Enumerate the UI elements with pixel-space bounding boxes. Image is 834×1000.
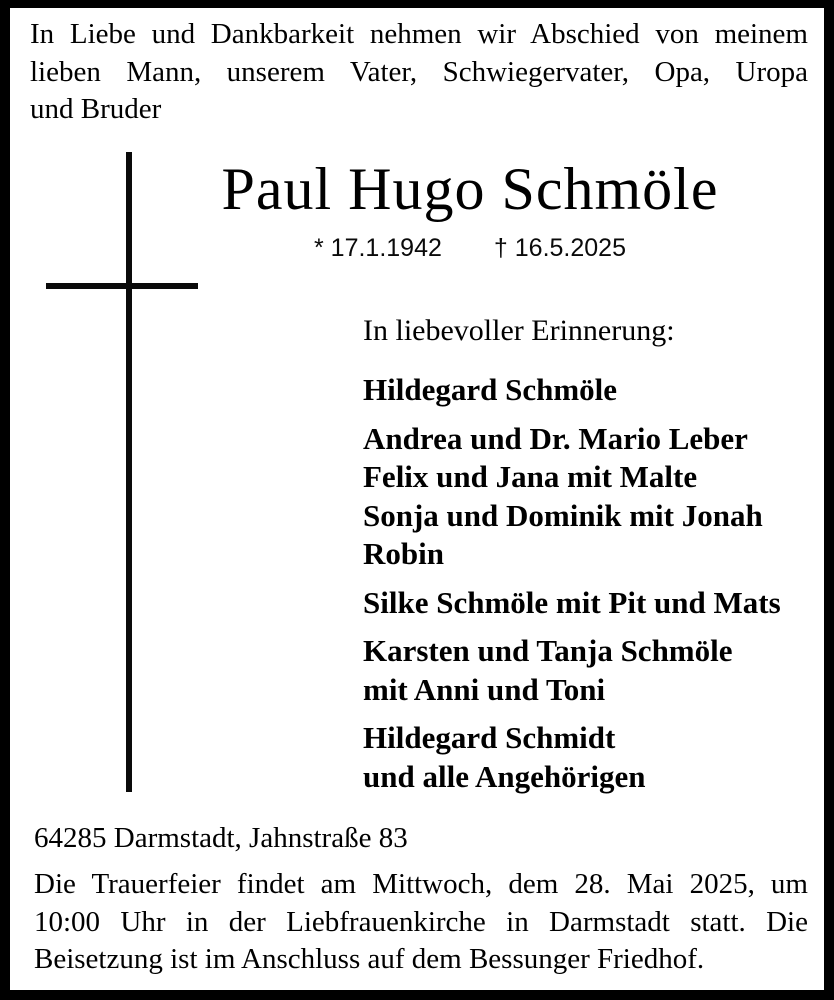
text-line: 10:00 Uhr in der Liebfrauenkirche in Darmstadt statt. Die: [34, 905, 808, 938]
mourner-line: Karsten und Tanja Schmöle: [363, 633, 733, 668]
mourner-group: [363, 632, 813, 709]
intro-text: [30, 16, 808, 129]
funeral-details: [34, 866, 808, 979]
text-line: Die Trauerfeier findet am Mittwoch, dem 28. Mai 2025, um: [34, 868, 808, 900]
text-line: Beisetzung ist im Anschluss auf dem Bessunger Friedhof.: [34, 943, 705, 975]
death-date: † 16.5.2025: [493, 234, 626, 262]
address-line: 64285 Darmstadt, Jahnstraße 83: [34, 822, 408, 854]
mourner-line: Sonja und Dominik mit Jonah: [363, 497, 763, 533]
deceased-name: Paul Hugo Schmöle: [221, 156, 719, 222]
text-line: In Liebe und Dankbarkeit nehmen wir Abschied von meinem: [30, 18, 808, 50]
mourner-line: Felix und Jana mit Malte: [363, 459, 698, 494]
mourner-line: Hildegard Schmidt: [363, 720, 616, 755]
mourner-group: [363, 371, 813, 410]
mourner-line: Andrea und Dr. Mario Leber: [363, 420, 748, 456]
text-line: und Bruder: [30, 93, 162, 125]
mourner-line: Robin: [363, 536, 444, 571]
memorial-section: [363, 312, 813, 806]
mourner-line: und alle Angehörigen: [363, 758, 646, 794]
cross-horizontal-bar: [46, 283, 198, 289]
mourner-line: Hildegard Schmöle: [363, 372, 618, 407]
mourners-list: [363, 371, 813, 796]
mourner-line: Silke Schmöle mit Pit und Mats: [363, 584, 781, 620]
mourner-group: [363, 584, 813, 623]
mourner-group: [363, 420, 813, 574]
mourner-group: [363, 719, 813, 796]
text-line: lieben Mann, unserem Vater, Schwiegervater, Opa, Uropa: [30, 55, 808, 88]
life-dates: [100, 234, 834, 263]
memorial-heading: In liebevoller Erinnerung:: [363, 314, 675, 347]
birth-date: * 17.1.1942: [314, 234, 442, 262]
mourner-line: mit Anni und Toni: [363, 671, 606, 707]
